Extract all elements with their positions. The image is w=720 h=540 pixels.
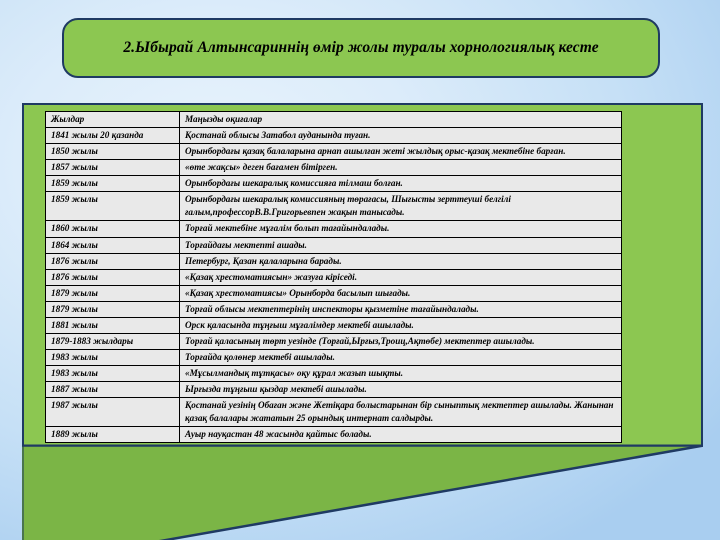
table-row [46,366,622,382]
cell-event: Торғай қаласының төрт уезінде (Торғай,Ырғыз,Троиц,Ақтөбе) мектептер ашылады. [180,333,622,349]
page-title: 2.Ыбырай Алтынсариннің өмір жолы туралы хорнологиялық кесте [123,39,599,57]
cell-event: Ырғызда тұңғыш қыздар мектебі ашылады. [180,382,622,398]
cell-year: 1881 жылы [46,317,180,333]
cell-year: 1859 жылы [46,176,180,192]
column-header-year: Жылдар [46,112,180,128]
cell-year: 1850 жылы [46,144,180,160]
table-row [46,176,622,192]
cell-event: Қостанай уезінің Обаған және Жетіқара болыстарынан бір сыныптық мектептер ашылады. Жанынан қазақ балалары жататын 25 орындық интернат салдырды. [180,398,622,427]
table-row [46,269,622,285]
cell-event: «Мұсылмандық тұтқасы» оқу құрал жазып шықты. [180,366,622,382]
chronology-table [45,111,622,443]
table-row [46,144,622,160]
cell-year: 1860 жылы [46,221,180,237]
content-panel-wrapper [22,103,703,540]
cell-event: «өте жақсы» деген бағамен бітірген. [180,160,622,176]
cell-year: 1857 жылы [46,160,180,176]
cell-event: Петербург, Қазан қалаларына барады. [180,253,622,269]
slide-title-banner [62,18,660,78]
cell-year: 1987 жылы [46,398,180,427]
table-header-row [46,112,622,128]
table-row [46,192,622,221]
table-row [46,301,622,317]
cell-year: 1876 жылы [46,253,180,269]
cell-year: 1879 жылы [46,285,180,301]
cell-year: 1879 жылы [46,301,180,317]
table-row [46,237,622,253]
cell-event: Қостанай облысы Затабол ауданында туған. [180,128,622,144]
cell-year: 1983 жылы [46,349,180,365]
cell-event: Ауыр науқастан 48 жасында қайтыс болады. [180,427,622,443]
table-row [46,333,622,349]
table-row [46,349,622,365]
cell-year: 1887 жылы [46,382,180,398]
column-header-event: Маңызды оқиғалар [180,112,622,128]
chronology-table-body [46,112,622,443]
cell-event: Торғайдағы мектепті ашады. [180,237,622,253]
cell-event: Орынбордағы шекаралық комиссияға тілмаш болған. [180,176,622,192]
table-row [46,382,622,398]
cell-year: 1876 жылы [46,269,180,285]
cell-year: 1864 жылы [46,237,180,253]
table-row [46,160,622,176]
table-row [46,221,622,237]
cell-event: Торғай облысы мектептерінің инспекторы қызметіне тағайындалады. [180,301,622,317]
table-row [46,285,622,301]
cell-year: 1983 жылы [46,366,180,382]
cell-event: «Қазақ хрестоматиясын» жазуға кіріседі. [180,269,622,285]
cell-event: Орынбордағы шекаралық комиссияның төрағасы, Шығысты зерттеуші белгілі ғалым,профессорВ.В.Григорьевпен жақын танысады. [180,192,622,221]
table-row [46,398,622,427]
cell-event: Торғай мектебіне мұғалім болып тағайындалады. [180,221,622,237]
cell-year: 1889 жылы [46,427,180,443]
cell-event: «Қазақ хрестоматиясы» Орынборда басылып шығады. [180,285,622,301]
table-row [46,317,622,333]
cell-year: 1879-1883 жылдары [46,333,180,349]
cell-year: 1859 жылы [46,192,180,221]
table-row [46,128,622,144]
cell-event: Орынбордағы қазақ балаларына арнап ашылған жеті жылдық орыс-қазақ мектебіне барған. [180,144,622,160]
cell-event: Торғайда қолөнер мектебі ашылады. [180,349,622,365]
table-row [46,253,622,269]
table-row [46,427,622,443]
cell-year: 1841 жылы 20 қазанда [46,128,180,144]
cell-event: Орск қаласында тұңғыш мұғалімдер мектебі ашылады. [180,317,622,333]
